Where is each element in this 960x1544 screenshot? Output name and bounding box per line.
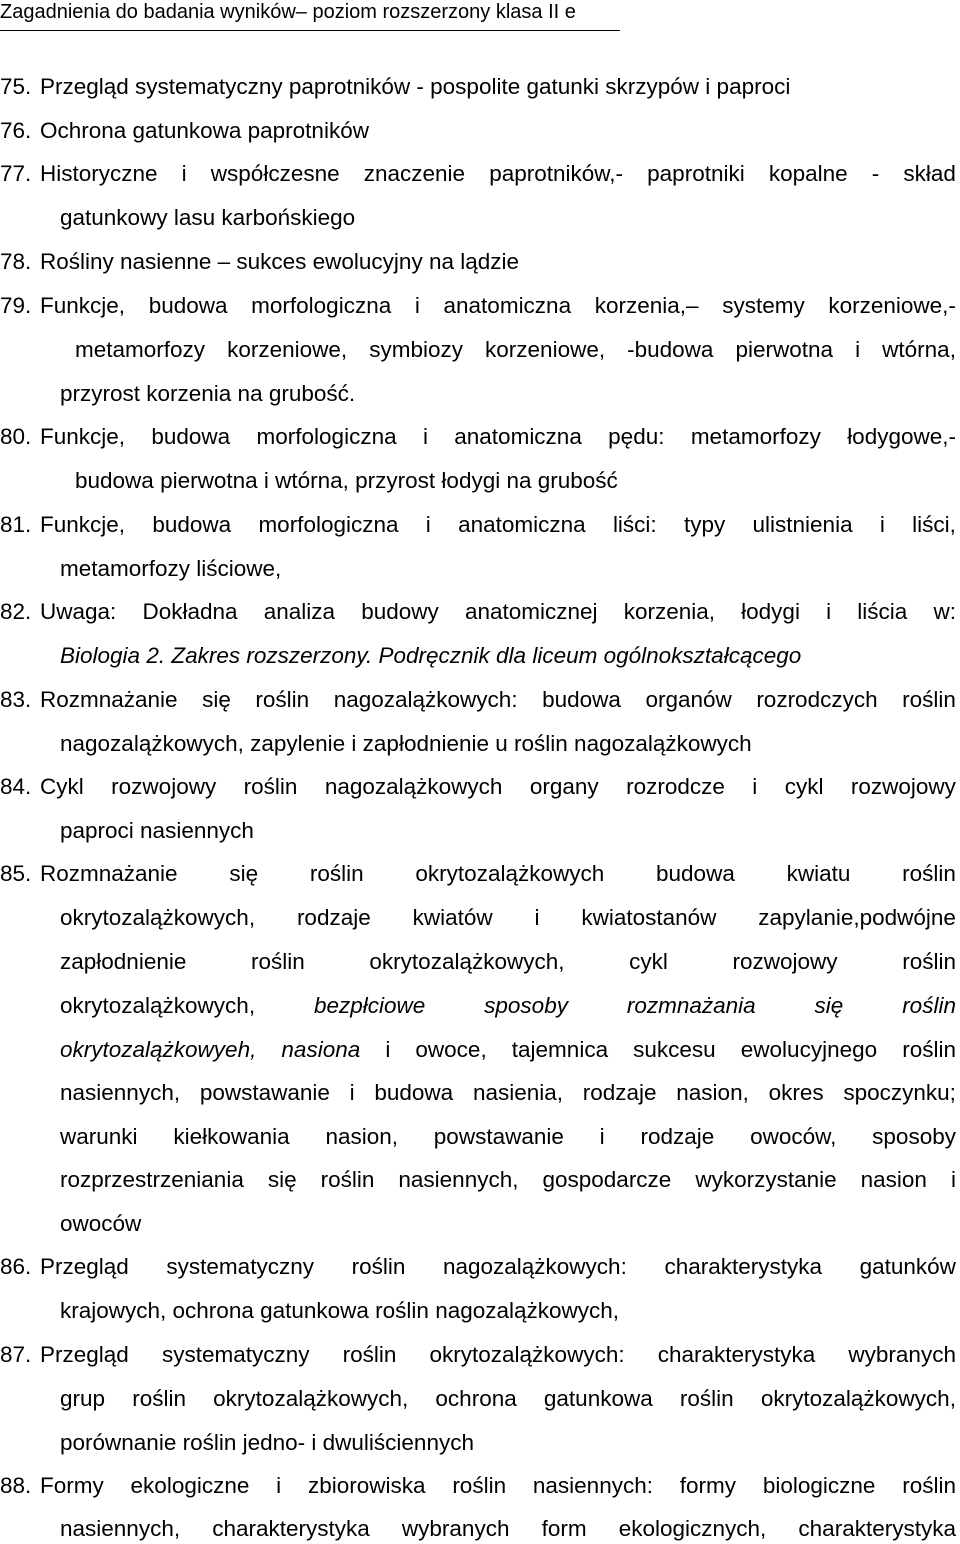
list-item-line	[0, 159, 960, 189]
list-item-text: Rośliny nasienne – sukces ewolucyjny na lądzie	[40, 249, 520, 274]
list-item-line	[0, 291, 960, 321]
list-item-line	[0, 466, 960, 496]
list-item-line	[0, 1209, 960, 1239]
list-item-line	[0, 510, 960, 540]
list-item-line	[0, 335, 960, 365]
list-item-text: Uwaga: Dokładna analiza budowy anatomicznej korzenia, łodygi i liścia w:	[40, 599, 956, 624]
list-item-text: gatunkowy lasu karbońskiego	[60, 205, 356, 230]
list-item-line	[0, 379, 960, 409]
list-item-line	[0, 1471, 960, 1501]
list-item-text: budowa pierwotna i wtórna, przyrost łodygi na grubość	[75, 468, 618, 493]
list-item-number: 83.	[0, 687, 32, 712]
list-item-text: grup roślin okrytozalążkowych, ochrona gatunkowa roślin okrytozalążkowych,	[60, 1386, 956, 1411]
list-item-text: Funkcje, budowa morfologiczna i anatomiczna liści: typy ulistnienia i liści,	[40, 512, 956, 537]
list-item-text: metamorfozy korzeniowe, symbiozy korzeniowe, -budowa pierwotna i wtórna,	[75, 337, 956, 362]
list-item-text: nasiennych, powstawanie i budowa nasienia, rodzaje nasion, okres spoczynku;	[60, 1080, 956, 1105]
list-item-line	[0, 947, 960, 977]
list-item-line	[0, 816, 960, 846]
list-item-text: krajowych, ochrona gatunkowa roślin nagozalążkowych,	[60, 1298, 620, 1323]
header-rule	[0, 30, 620, 31]
list-item-text: porównanie roślin jedno- i dwuliściennych	[60, 1430, 474, 1455]
list-item-text: rozprzestrzeniania się roślin nasiennych, gospodarcze wykorzystanie nasion i	[60, 1167, 956, 1192]
list-item-line	[0, 1428, 960, 1458]
list-item-line	[0, 1384, 960, 1414]
list-item-line	[0, 1165, 960, 1195]
list-item-number: 87.	[0, 1342, 32, 1367]
list-item-text: Funkcje, budowa morfologiczna i anatomiczna korzenia,– systemy korzeniowe,-	[40, 293, 956, 318]
list-item-line	[0, 116, 960, 146]
list-item-text: Rozmnażanie się roślin okrytozalążkowych budowa kwiatu roślin	[40, 861, 956, 886]
list-item-line	[0, 1340, 960, 1370]
list-item-text: okrytozalążkowych, bezpłciowe sposoby rozmnażania się roślin	[60, 993, 956, 1018]
list-item-text: paproci nasiennych	[60, 818, 254, 843]
list-item-text: przyrost korzenia na grubość.	[60, 381, 356, 406]
list-item-line	[0, 1296, 960, 1326]
list-item-text: nasiennych, charakterystyka wybranych form ekologicznych, charakterystyka	[60, 1516, 956, 1541]
list-item-number: 79.	[0, 293, 32, 318]
list-item-text: Przegląd systematyczny paprotników - pospolite gatunki skrzypów i paproci	[40, 74, 791, 99]
list-item-number: 77.	[0, 161, 32, 186]
list-item-text: okrytozalążkowyeh, nasiona i owoce, tajemnica sukcesu ewolucyjnego roślin	[60, 1037, 956, 1062]
list-item-text: Przegląd systematyczny roślin okrytozalążkowych: charakterystyka wybranych	[40, 1342, 956, 1367]
list-item-line	[0, 1035, 960, 1065]
list-item-line	[0, 554, 960, 584]
list-item-line	[0, 1252, 960, 1282]
list-item-number: 84.	[0, 774, 32, 799]
list-item-line	[0, 859, 960, 889]
list-item-line	[0, 72, 960, 102]
list-item-text: Historyczne i współczesne znaczenie paprotników,- paprotniki kopalne - skład	[40, 161, 956, 186]
list-item-text: owoców	[60, 1211, 142, 1236]
list-item-line	[0, 1078, 960, 1108]
list-item-line	[0, 903, 960, 933]
list-item-number: 76.	[0, 118, 32, 143]
list-item-text: okrytozalążkowych, rodzaje kwiatów i kwiatostanów zapylanie,podwójne	[60, 905, 956, 930]
list-item-line	[0, 247, 960, 277]
list-item-number: 88.	[0, 1473, 32, 1498]
list-item-number: 80.	[0, 424, 32, 449]
list-item-line	[0, 1122, 960, 1152]
list-item-text: Cykl rozwojowy roślin nagozalążkowych organy rozrodcze i cykl rozwojowy	[40, 774, 956, 799]
list-item-number: 85.	[0, 861, 32, 886]
list-item-number: 81.	[0, 512, 32, 537]
list-item-text: warunki kiełkowania nasion, powstawanie i rodzaje owoców, sposoby	[60, 1124, 956, 1149]
list-item-line	[0, 422, 960, 452]
list-item-line	[0, 597, 960, 627]
list-item-text: Biologia 2. Zakres rozszerzony. Podręcznik dla liceum ogólnokształcącego	[60, 643, 802, 668]
list-item-text: Funkcje, budowa morfologiczna i anatomiczna pędu: metamorfozy łodygowe,-	[40, 424, 956, 449]
list-item-line	[0, 203, 960, 233]
list-item-text: Ochrona gatunkowa paprotników	[40, 118, 369, 143]
page-header: Zagadnienia do badania wyników– poziom rozszerzony klasa II e	[0, 1, 576, 23]
list-item-line	[0, 1514, 960, 1544]
list-item-text: Rozmnażanie się roślin nagozalążkowych: budowa organów rozrodczych roślin	[40, 687, 956, 712]
list-item-line	[0, 772, 960, 802]
list-item-number: 86.	[0, 1254, 32, 1279]
list-item-line	[0, 685, 960, 715]
list-item-line	[0, 991, 960, 1021]
list-item-line	[0, 729, 960, 759]
list-item-number: 78.	[0, 249, 32, 274]
list-item-number: 75.	[0, 74, 32, 99]
list-item-text: nagozalążkowych, zapylenie i zapłodnienie u roślin nagozalążkowych	[60, 731, 752, 756]
list-item-text: metamorfozy liściowe,	[60, 556, 282, 581]
list-item-text: Przegląd systematyczny roślin nagozalążkowych: charakterystyka gatunków	[40, 1254, 956, 1279]
list-item-text: Formy ekologiczne i zbiorowiska roślin nasiennych: formy biologiczne roślin	[40, 1473, 956, 1498]
list-item-line	[0, 641, 960, 671]
list-item-text: zapłodnienie roślin okrytozalążkowych, cykl rozwojowy roślin	[60, 949, 956, 974]
list-item-number: 82.	[0, 599, 32, 624]
